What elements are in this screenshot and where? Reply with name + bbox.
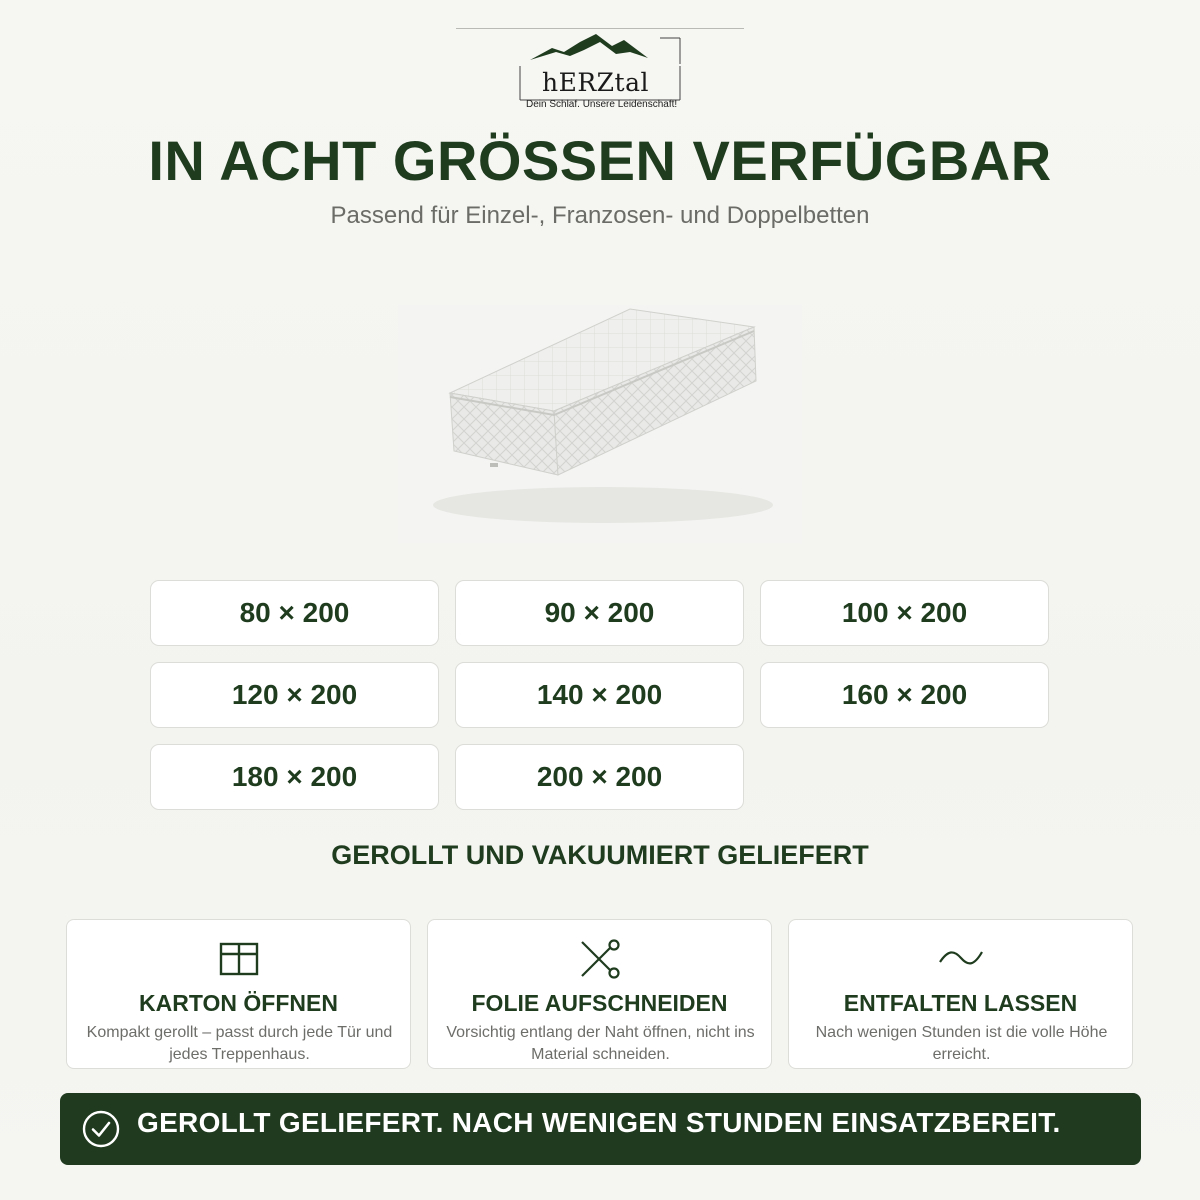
size-option[interactable]: 160 × 200 (760, 662, 1049, 728)
size-option[interactable]: 140 × 200 (455, 662, 744, 728)
step-card-open-box (66, 919, 411, 1069)
step-title: ENTFALTEN LASSEN (843, 990, 1078, 1016)
step-card-unfold (788, 919, 1133, 1069)
delivery-section-title: GEROLLT UND VAKUUMIERT GELIEFERT (331, 840, 869, 870)
size-option[interactable]: 100 × 200 (760, 580, 1049, 646)
brand-name: hERZtal (542, 68, 649, 97)
brand-logo (512, 30, 688, 114)
info-banner (60, 1093, 1141, 1165)
step-description: Kompakt gerollt – passt durch jede Tür und jedes Treppenhaus. (86, 1024, 393, 1063)
step-card-cut-foil (427, 919, 772, 1069)
step-description: Vorsichtig entlang der Naht öffnen, nicht ins Material schneiden. (446, 1024, 755, 1063)
banner-text: GEROLLT GELIEFERT. NACH WENIGEN STUNDEN EINSATZBEREIT. (137, 1107, 1061, 1138)
scissors-icon (578, 938, 622, 980)
size-option[interactable]: 90 × 200 (455, 580, 744, 646)
size-option[interactable]: 180 × 200 (150, 744, 439, 810)
wave-icon (938, 942, 984, 972)
page-title: IN ACHT GRÖSSEN VERFÜGBAR (148, 129, 1052, 192)
header-divider (456, 28, 744, 29)
step-title: KARTON ÖFFNEN (139, 990, 338, 1016)
step-description: Nach wenigen Stunden ist die volle Höhe erreicht. (815, 1024, 1108, 1063)
box-icon (219, 942, 259, 976)
mattress-image (398, 305, 802, 543)
page-subtitle: Passend für Einzel-, Franzosen- und Doppelbetten (330, 202, 870, 229)
step-title: FOLIE AUFSCHNEIDEN (471, 990, 728, 1016)
brand-slogan: Dein Schlaf. Unsere Leidenschaft! (526, 99, 678, 110)
check-circle-icon (82, 1110, 120, 1148)
size-option[interactable]: 80 × 200 (150, 580, 439, 646)
size-option[interactable]: 120 × 200 (150, 662, 439, 728)
size-option[interactable]: 200 × 200 (455, 744, 744, 810)
